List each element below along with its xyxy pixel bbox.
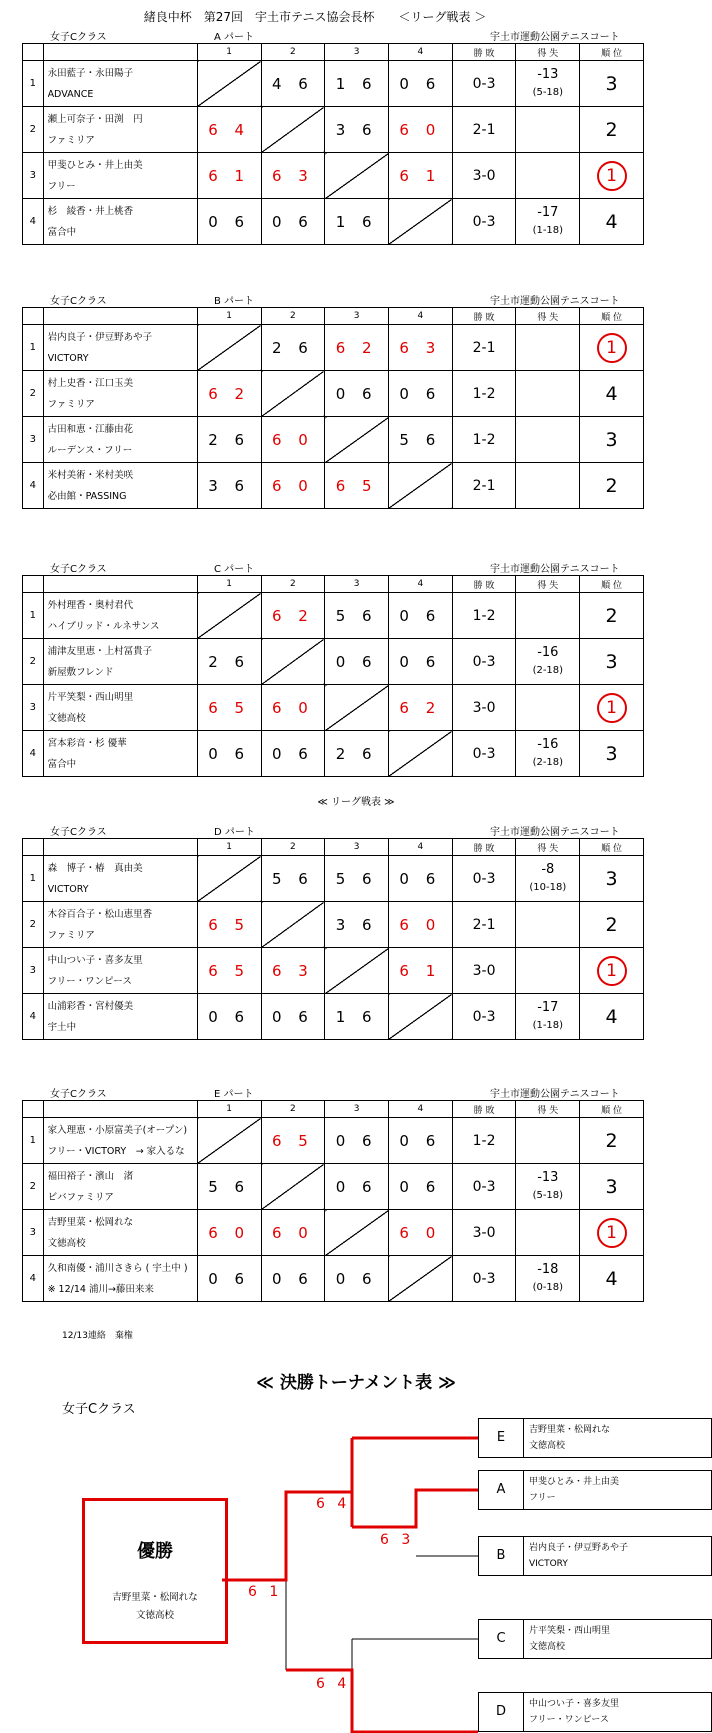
win-loss: 1-2 [452, 417, 516, 463]
team-name: ハイブリッド・ルネサンス [47, 620, 160, 632]
match-score: 6 2 [325, 325, 389, 371]
team-name: フリー・VICTORY → 家入るな [47, 1145, 185, 1157]
win-loss: 2-1 [452, 463, 516, 509]
match-score: 4 6 [261, 61, 325, 107]
player-names: 岩内良子・伊豆野あや子 [47, 331, 153, 343]
win-loss: 1-2 [452, 593, 516, 639]
row-number: 2 [23, 107, 44, 153]
game-totals: (10-18) [529, 881, 567, 893]
game-diff: -18 [537, 1261, 559, 1277]
win-loss: 0-3 [452, 1256, 516, 1302]
row-number: 3 [23, 417, 44, 463]
rank-cell: 2 [580, 463, 644, 509]
win-loss: 3-0 [452, 153, 516, 199]
rank-cell: 2 [580, 1118, 644, 1164]
team-name: ビバファミリア [47, 1191, 114, 1203]
rank-cell: 3 [580, 639, 644, 685]
win-loss: 3-0 [452, 685, 516, 731]
class-label: 女子Cクラス [50, 564, 107, 575]
player-names: 瀬上可奈子・田渕 円 [47, 113, 143, 125]
column-header: 4 [388, 576, 452, 593]
match-score: 2 6 [261, 325, 325, 371]
class-label: 女子Cクラス [50, 827, 107, 838]
match-score: 1 6 [325, 994, 389, 1040]
match-score: 3 6 [197, 463, 261, 509]
column-header: 4 [388, 1101, 452, 1118]
match-score: 6 3 [388, 325, 452, 371]
match-score: 6 0 [261, 1210, 325, 1256]
class-label: 女子Cクラス [50, 296, 107, 307]
match-score: 0 6 [197, 199, 261, 245]
win-loss: 3-0 [452, 948, 516, 994]
match-score: 0 6 [325, 1164, 389, 1210]
team-name: VICTORY [47, 352, 89, 364]
column-header: 3 [325, 44, 389, 61]
game-diff: -13 [537, 66, 559, 82]
rank-cell: 3 [580, 1164, 644, 1210]
game-diff: -16 [537, 644, 559, 660]
entry-letter: B [479, 1537, 524, 1575]
column-header: 3 [325, 576, 389, 593]
match-score: 5 6 [261, 856, 325, 902]
row-number: 4 [23, 463, 44, 509]
entry-letter: A [479, 1471, 524, 1509]
column-header: 3 [325, 1101, 389, 1118]
column-header: 2 [261, 839, 325, 856]
win-loss: 0-3 [452, 856, 516, 902]
column-header: 3 [325, 839, 389, 856]
match-score: 0 6 [388, 639, 452, 685]
column-header: 勝 敗 [452, 1101, 516, 1118]
score-cd: 6 4 [316, 1676, 351, 1692]
team-name: フリー [47, 180, 76, 192]
rank-cell: 2 [580, 593, 644, 639]
rank-cell: 3 [580, 731, 644, 777]
match-score: 0 6 [197, 1256, 261, 1302]
column-header: 得 失 [516, 44, 580, 61]
match-score: 0 6 [261, 994, 325, 1040]
game-diff: -13 [537, 1169, 559, 1185]
row-number: 3 [23, 685, 44, 731]
player-names: 久和南優・浦川さきら ( 宇土中 ) [47, 1262, 188, 1274]
match-score: 0 6 [261, 731, 325, 777]
column-header: 3 [325, 308, 389, 325]
win-loss: 1-2 [452, 1118, 516, 1164]
part-label: C パート [214, 564, 255, 575]
part-label: D パート [214, 827, 255, 838]
match-score: 6 0 [388, 902, 452, 948]
bracket-entry-c [478, 1619, 712, 1659]
match-score: 0 6 [197, 731, 261, 777]
rank-circled: 1 [597, 1218, 627, 1248]
column-header: 4 [388, 308, 452, 325]
bracket-title: ≪ 決勝トーナメント表 ≫ [256, 1373, 456, 1393]
game-totals: (1-18) [532, 224, 564, 236]
win-loss: 2-1 [452, 325, 516, 371]
win-loss: 2-1 [452, 902, 516, 948]
entry-name: 岩内良子・伊豆野あや子 VICTORY [529, 1543, 629, 1569]
match-score: 0 6 [261, 199, 325, 245]
row-number: 1 [23, 856, 44, 902]
row-number: 4 [23, 1256, 44, 1302]
row-number: 4 [23, 994, 44, 1040]
bracket-entry-b [478, 1536, 712, 1576]
win-loss: 0-3 [452, 994, 516, 1040]
match-score: 3 6 [325, 107, 389, 153]
row-number: 1 [23, 61, 44, 107]
withdrawal-note: 12/13連絡 棄権 [62, 1331, 133, 1341]
match-score: 6 0 [261, 417, 325, 463]
player-names: 浦津友里恵・上村冨貴子 [47, 645, 153, 657]
column-header: 得 失 [516, 839, 580, 856]
team-name: ※ 12/14 浦川→藤田来来 [47, 1283, 154, 1295]
row-number: 3 [23, 153, 44, 199]
match-score: 0 6 [325, 639, 389, 685]
champion-players: 吉野里菜・松岡れな [112, 1592, 198, 1603]
column-header: 得 失 [516, 576, 580, 593]
match-score: 6 3 [261, 153, 325, 199]
match-score: 6 0 [388, 1210, 452, 1256]
column-header: 順 位 [580, 308, 644, 325]
game-totals: (5-18) [532, 86, 564, 98]
match-score: 2 6 [325, 731, 389, 777]
entry-name: 片平笑梨・西山明里 文徳高校 [529, 1626, 611, 1652]
team-name: フリー・ワンピース [47, 975, 132, 987]
match-score: 5 6 [388, 417, 452, 463]
match-score: 5 6 [325, 856, 389, 902]
venue-label: 宇土市運動公園テニスコート [490, 32, 620, 43]
team-name: 富合中 [47, 226, 77, 238]
match-score: 0 6 [388, 1164, 452, 1210]
column-header: 2 [261, 44, 325, 61]
league-subtitle: ≪ リーグ戦表 ≫ [317, 797, 395, 808]
game-diff: -17 [537, 204, 559, 220]
row-number: 2 [23, 371, 44, 417]
bracket-entry-a [478, 1470, 712, 1510]
column-header: 順 位 [580, 839, 644, 856]
column-header: 得 失 [516, 308, 580, 325]
player-names: 杉 綾香・井上桃香 [47, 205, 134, 217]
player-names: 宮本彩音・杉 優華 [47, 737, 127, 749]
rank-cell: 3 [580, 417, 644, 463]
entry-name: 中山つい子・喜多友里 フリー・ワンピース [529, 1699, 620, 1725]
player-names: 森 博子・椿 真由美 [47, 862, 143, 874]
win-loss: 0-3 [452, 199, 516, 245]
match-score: 6 5 [197, 902, 261, 948]
team-name: 新屋敷フレンド [47, 666, 114, 678]
win-loss: 0-3 [452, 61, 516, 107]
entry-letter: E [479, 1419, 524, 1457]
rank-circled: 1 [597, 693, 627, 723]
player-names: 甲斐ひとみ・井上由美 [47, 159, 143, 171]
column-header: 4 [388, 839, 452, 856]
row-number: 1 [23, 325, 44, 371]
match-score: 6 2 [197, 371, 261, 417]
part-label: A パート [214, 32, 255, 43]
team-name: 富合中 [47, 758, 77, 770]
match-score: 6 0 [261, 685, 325, 731]
game-diff: -17 [537, 999, 559, 1015]
game-diff: -8 [541, 861, 555, 877]
game-totals: (2-18) [532, 756, 564, 768]
column-header: 勝 敗 [452, 44, 516, 61]
match-score: 2 6 [197, 417, 261, 463]
match-score: 0 6 [388, 371, 452, 417]
game-totals: (2-18) [532, 664, 564, 676]
page-title: 緒良中杯 第27回 宇土市テニス協会長杯 ＜リーグ戦表 ＞ [143, 10, 487, 24]
player-names: 中山つい子・喜多友里 [47, 954, 143, 966]
score-eab: 6 4 [316, 1496, 351, 1512]
team-name: ADVANCE [47, 88, 94, 100]
column-header: 順 位 [580, 576, 644, 593]
score-final: 6 1 [248, 1584, 283, 1600]
team-name: 宇土中 [47, 1021, 77, 1033]
player-names: 米村美術・米村美咲 [47, 469, 134, 481]
match-score: 6 5 [325, 463, 389, 509]
column-header: 2 [261, 1101, 325, 1118]
match-score: 6 0 [197, 1210, 261, 1256]
win-loss: 0-3 [452, 639, 516, 685]
row-number: 2 [23, 639, 44, 685]
column-header: 1 [197, 576, 261, 593]
match-score: 6 1 [388, 153, 452, 199]
part-label: E パート [214, 1089, 254, 1100]
venue-label: 宇土市運動公園テニスコート [490, 564, 620, 575]
match-score: 3 6 [325, 902, 389, 948]
column-header: 1 [197, 308, 261, 325]
match-score: 6 1 [197, 153, 261, 199]
match-score: 0 6 [325, 1118, 389, 1164]
match-score: 1 6 [325, 199, 389, 245]
match-score: 2 6 [197, 639, 261, 685]
row-number: 3 [23, 1210, 44, 1256]
game-totals: (0-18) [532, 1281, 564, 1293]
column-header: 2 [261, 308, 325, 325]
row-number: 2 [23, 902, 44, 948]
rank-cell: 4 [580, 371, 644, 417]
champion-label: 優勝 [137, 1541, 173, 1562]
match-score: 0 6 [325, 1256, 389, 1302]
team-name: 文徳高校 [47, 712, 86, 724]
rank-cell: 4 [580, 199, 644, 245]
rank-cell: 3 [580, 61, 644, 107]
player-names: 木谷百合子・松山恵里香 [47, 908, 153, 920]
match-score: 6 2 [261, 593, 325, 639]
team-name: 文徳高校 [47, 1237, 86, 1249]
game-totals: (1-18) [532, 1019, 564, 1031]
match-score: 6 0 [388, 107, 452, 153]
match-score: 1 6 [325, 61, 389, 107]
class-label: 女子Cクラス [50, 32, 107, 43]
class-label: 女子Cクラス [50, 1089, 107, 1100]
column-header: 1 [197, 44, 261, 61]
match-score: 5 6 [325, 593, 389, 639]
match-score: 6 5 [197, 685, 261, 731]
rank-cell: 2 [580, 902, 644, 948]
row-number: 3 [23, 948, 44, 994]
match-score: 0 6 [388, 1118, 452, 1164]
row-number: 4 [23, 199, 44, 245]
venue-label: 宇土市運動公園テニスコート [490, 827, 620, 838]
player-names: 家入理恵・小原富美子(オープン) [47, 1124, 188, 1136]
column-header: 勝 敗 [452, 308, 516, 325]
rank-cell: 4 [580, 994, 644, 1040]
match-score: 0 6 [388, 61, 452, 107]
row-number: 4 [23, 731, 44, 777]
match-score: 0 6 [197, 994, 261, 1040]
rank-cell: 4 [580, 1256, 644, 1302]
venue-label: 宇土市運動公園テニスコート [490, 296, 620, 307]
player-names: 外村理香・奥村君代 [47, 599, 134, 611]
match-score: 6 3 [261, 948, 325, 994]
part-label: B パート [214, 296, 255, 307]
rank-circled: 1 [597, 161, 627, 191]
column-header: 1 [197, 1101, 261, 1118]
match-score: 6 1 [388, 948, 452, 994]
rank-circled: 1 [597, 333, 627, 363]
win-loss: 0-3 [452, 731, 516, 777]
player-names: 古田和恵・江藤由花 [47, 423, 134, 435]
win-loss: 1-2 [452, 371, 516, 417]
row-number: 2 [23, 1164, 44, 1210]
team-name: ファミリア [47, 398, 95, 410]
rank-cell: 2 [580, 107, 644, 153]
entry-letter: C [479, 1620, 524, 1658]
match-score: 0 6 [388, 593, 452, 639]
row-number: 1 [23, 593, 44, 639]
game-totals: (5-18) [532, 1189, 564, 1201]
match-score: 6 0 [261, 463, 325, 509]
score-ab: 6 3 [380, 1532, 415, 1548]
rank-circled: 1 [597, 956, 627, 986]
bracket-entry-d [478, 1692, 712, 1732]
column-header: 順 位 [580, 44, 644, 61]
win-loss: 0-3 [452, 1164, 516, 1210]
team-name: ファミリア [47, 929, 95, 941]
column-header: 勝 敗 [452, 839, 516, 856]
bracket-entry-e [478, 1418, 712, 1458]
row-number: 1 [23, 1118, 44, 1164]
match-score: 0 6 [388, 856, 452, 902]
match-score: 0 6 [325, 371, 389, 417]
player-names: 山浦彩香・宮村優美 [47, 1000, 134, 1012]
game-diff: -16 [537, 736, 559, 752]
win-loss: 3-0 [452, 1210, 516, 1256]
column-header: 順 位 [580, 1101, 644, 1118]
team-name: ファミリア [47, 134, 95, 146]
player-names: 福田裕子・濱山 渚 [47, 1170, 134, 1182]
match-score: 5 6 [197, 1164, 261, 1210]
champion-team: 文徳高校 [135, 1610, 174, 1621]
venue-label: 宇土市運動公園テニスコート [490, 1089, 620, 1100]
entry-name: 甲斐ひとみ・井上由美 フリー [529, 1477, 620, 1503]
match-score: 6 5 [261, 1118, 325, 1164]
match-score: 6 4 [197, 107, 261, 153]
win-loss: 2-1 [452, 107, 516, 153]
team-name: VICTORY [47, 883, 89, 895]
player-names: 永田藍子・永田陽子 [47, 67, 134, 79]
column-header: 2 [261, 576, 325, 593]
player-names: 吉野里菜・松岡れな [47, 1216, 134, 1228]
column-header: 4 [388, 44, 452, 61]
column-header: 1 [197, 839, 261, 856]
column-header: 勝 敗 [452, 576, 516, 593]
player-names: 村上史香・江口玉美 [47, 377, 134, 389]
team-name: 必由館・PASSING [47, 490, 127, 502]
match-score: 0 6 [261, 1256, 325, 1302]
match-score: 6 2 [388, 685, 452, 731]
entry-name: 吉野里菜・松岡れな 文徳高校 [529, 1425, 611, 1451]
column-header: 得 失 [516, 1101, 580, 1118]
rank-cell: 3 [580, 856, 644, 902]
player-names: 片平笑梨・西山明里 [47, 691, 134, 703]
team-name: ルーデンス・フリー [47, 444, 133, 456]
bracket-class: 女子Cクラス [62, 1402, 136, 1417]
entry-letter: D [479, 1693, 524, 1731]
match-score: 6 5 [197, 948, 261, 994]
